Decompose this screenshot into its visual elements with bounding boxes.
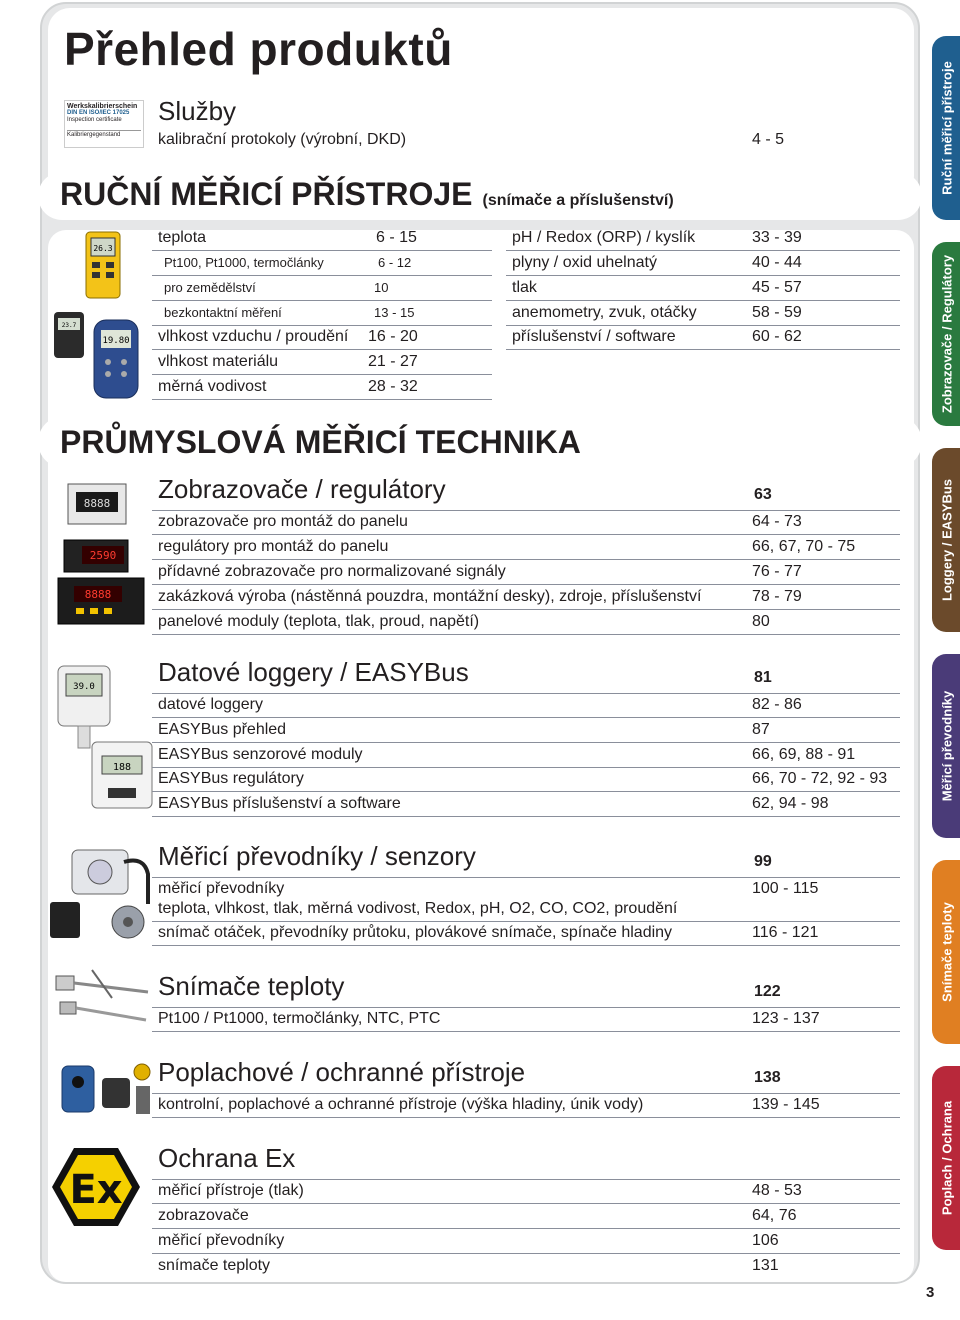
category-title: Snímače teploty [158, 971, 345, 1001]
tab-rucni[interactable] [932, 36, 960, 220]
item-pages: 28 - 32 [368, 378, 418, 395]
sluzby-pages: 4 - 5 [752, 131, 785, 148]
category-title: Datové loggery / EASYBus [158, 657, 469, 687]
data-loggers-image [44, 660, 154, 820]
item-pages: 116 - 121 [752, 924, 819, 941]
item-label: EASYBus přehled [158, 721, 287, 738]
item-label: snímače teploty [158, 1257, 271, 1274]
category-title: Zobrazovače / regulátory [158, 474, 446, 504]
device-readout-8: 188 [112, 762, 132, 773]
device-readout-6: 8888 [84, 588, 112, 601]
list-item [152, 326, 492, 350]
list-item [152, 252, 492, 276]
item-label: tlak [512, 279, 537, 296]
item-pages: 62, 94 - 98 [752, 795, 829, 812]
item-label: zobrazovače [158, 1207, 249, 1224]
item-pages: 131 [752, 1257, 779, 1274]
list-item [506, 326, 900, 350]
list-item [152, 586, 900, 610]
device-readout-4: 8888 [83, 497, 111, 510]
transmitters-image [44, 846, 154, 950]
item-label: snímač otáček, převodníky průtoku, plovákové snímače, spínače hladiny [158, 924, 673, 941]
item-label: Pt100 / Pt1000, termočlánky, NTC, PTC [158, 1010, 441, 1027]
item-pages: 139 - 145 [752, 1096, 820, 1113]
list-item [152, 744, 900, 768]
item-pages: 106 [752, 1232, 779, 1249]
list-item [152, 1255, 900, 1279]
item-label: regulátory pro montáž do panelu [158, 538, 389, 555]
item-pages: 66, 70 - 72, 92 - 93 [752, 770, 888, 787]
item-pages: 66, 67, 70 - 75 [752, 538, 856, 555]
cert-line-3: Inspection certificate [67, 117, 122, 123]
item-pages: 33 - 39 [752, 229, 802, 246]
item-label: panelové moduly (teplota, tlak, proud, napětí) [158, 613, 480, 630]
item-pages: 6 - 12 [378, 255, 412, 270]
item-pages: 60 - 62 [752, 328, 802, 345]
cert-line-2: DIN EN ISO/IEC 17025 [67, 110, 130, 116]
item-pages: 123 - 137 [752, 1010, 820, 1027]
item-label: EASYBus regulátory [158, 770, 304, 787]
item-label: plyny / oxid uhelnatý [512, 254, 657, 271]
item-pages: 21 - 27 [368, 353, 418, 370]
list-item [152, 1230, 900, 1254]
list-item [152, 1008, 900, 1032]
tab-label: Poplach / Ochrana [939, 1100, 955, 1216]
item-label: příslušenství / software [512, 328, 676, 345]
prumysl-heading: PRŮMYSLOVÁ MĚŘICÍ TECHNIKA [60, 424, 581, 460]
list-item [152, 793, 900, 817]
ex-symbol-icon [50, 1146, 142, 1228]
item-label: zobrazovače pro montáž do panelu [158, 513, 408, 530]
item-pages: 66, 69, 88 - 91 [752, 746, 856, 763]
list-item [152, 302, 492, 326]
category-page: 99 [754, 853, 772, 870]
rucni-heading [60, 176, 674, 213]
rucni-subheading: (snímače a příslušenství) [482, 192, 674, 209]
tab-label: Ruční měřicí přístroje [939, 61, 955, 195]
item-label: teplota [158, 229, 207, 246]
item-label: kontrolní, poplachové a ochranné přístroje (výška hladiny, únik vody) [158, 1096, 644, 1113]
item-pages: 10 [374, 280, 389, 295]
handheld-devices-image [50, 228, 150, 404]
item-label: přídavné zobrazovače pro normalizované signály [158, 563, 506, 580]
item-label: pro zemědělství [164, 280, 256, 295]
list-item [152, 694, 900, 718]
item-pages: 16 - 20 [368, 328, 418, 345]
item-label: pH / Redox (ORP) / kyslík [512, 229, 696, 246]
category-title: Měřicí převodníky / senzory [158, 841, 476, 871]
sluzby-line: kalibrační protokoly (výrobní, DKD) [158, 131, 407, 148]
category-page: 122 [754, 983, 781, 1000]
item-pages: 76 - 77 [752, 563, 802, 580]
tab-prevodniky[interactable] [932, 654, 960, 838]
device-readout-5: 2590 [89, 549, 117, 562]
page-title: Přehled produktů [64, 23, 453, 75]
item-label: vlhkost vzduchu / proudění [158, 328, 349, 345]
ex-symbol-text: Ex [69, 1167, 123, 1213]
rucni-heading-text: RUČNÍ MĚŘICÍ PŘÍSTROJE [60, 176, 473, 212]
cert-line-4: Kalibriergegenstand [67, 130, 141, 139]
list-item [506, 302, 900, 326]
item-pages: 82 - 86 [752, 696, 802, 713]
device-readout-2: 23.7 [61, 322, 77, 329]
tab-zobrazovace[interactable] [932, 242, 960, 426]
list-item [152, 922, 900, 946]
item-pages: 6 - 15 [376, 229, 417, 246]
item-pages: 40 - 44 [752, 254, 802, 271]
tab-label: Měřicí převodníky [939, 690, 955, 802]
item-pages: 64 - 73 [752, 513, 802, 530]
category-page: 138 [754, 1069, 781, 1086]
item-pages: 58 - 59 [752, 304, 802, 321]
category-title: Ochrana Ex [158, 1143, 296, 1173]
list-item [152, 1094, 900, 1118]
page-number: 3 [926, 1284, 935, 1301]
list-item [152, 227, 492, 251]
sluzby-heading: Služby [158, 96, 237, 126]
list-item [152, 719, 900, 743]
item-label: zakázková výroba (nástěnná pouzdra, montážní desky), zdroje, příslušenství [158, 588, 702, 605]
category-page: 63 [754, 486, 772, 503]
tab-poplach[interactable] [932, 1066, 960, 1250]
list-item [152, 611, 900, 635]
alarm-devices-image [58, 1058, 154, 1124]
item-pages: 13 - 15 [374, 305, 415, 320]
list-item [152, 1180, 900, 1204]
list-item [152, 277, 492, 301]
list-item [152, 1205, 900, 1229]
item-pages: 78 - 79 [752, 588, 802, 605]
tab-snimace[interactable] [932, 860, 960, 1044]
list-item [506, 227, 900, 251]
list-item [152, 878, 900, 922]
item-pages: 45 - 57 [752, 279, 802, 296]
item-label: vlhkost materiálu [158, 353, 279, 370]
tab-loggery[interactable] [932, 448, 960, 632]
item-pages: 100 - 115 [752, 880, 819, 897]
device-readout-1: 26.3 [93, 244, 113, 253]
item-label: měřicí převodníky [158, 1232, 285, 1249]
item-label: anemometry, zvuk, otáčky [512, 304, 697, 321]
item-label-detail: teplota, vlhkost, tlak, měrná vodivost, Redox, pH, O2, CO, CO2, proudění [158, 900, 678, 917]
item-label: měrná vodivost [158, 378, 267, 395]
certificate-image [64, 100, 144, 148]
item-label: datové loggery [158, 696, 263, 713]
item-label: bezkontaktní měření [164, 305, 282, 320]
item-label: EASYBus příslušenství a software [158, 795, 401, 812]
temperature-probes-image [52, 968, 152, 1034]
device-readout-3: 19.80 [102, 336, 130, 346]
list-item [152, 768, 900, 792]
device-readout-7: 39.0 [73, 682, 95, 692]
list-item [152, 561, 900, 585]
list-item [152, 376, 492, 400]
list-item [152, 511, 900, 535]
list-item [152, 536, 900, 560]
tab-label: Loggery / EASYBus [939, 478, 955, 602]
list-item [152, 351, 492, 375]
item-pages: 87 [752, 721, 770, 738]
item-pages: 80 [752, 613, 770, 630]
item-pages: 64, 76 [752, 1207, 797, 1224]
item-label: Pt100, Pt1000, termočlánky [164, 255, 324, 270]
item-label: měřicí převodníky [158, 880, 285, 897]
item-label: EASYBus senzorové moduly [158, 746, 363, 763]
list-item [506, 252, 900, 276]
category-page: 81 [754, 669, 772, 686]
category-title: Poplachové / ochranné přístroje [158, 1057, 526, 1087]
tab-label: Snímače teploty [939, 902, 955, 1002]
panel-displays-image [54, 478, 150, 630]
list-item [506, 277, 900, 301]
tab-label: Zobrazovače / Regulátory [939, 254, 955, 414]
item-pages: 48 - 53 [752, 1182, 802, 1199]
item-label: měřicí přístroje (tlak) [158, 1182, 304, 1199]
cert-line-1: Werkskalibrierschein [67, 103, 138, 110]
